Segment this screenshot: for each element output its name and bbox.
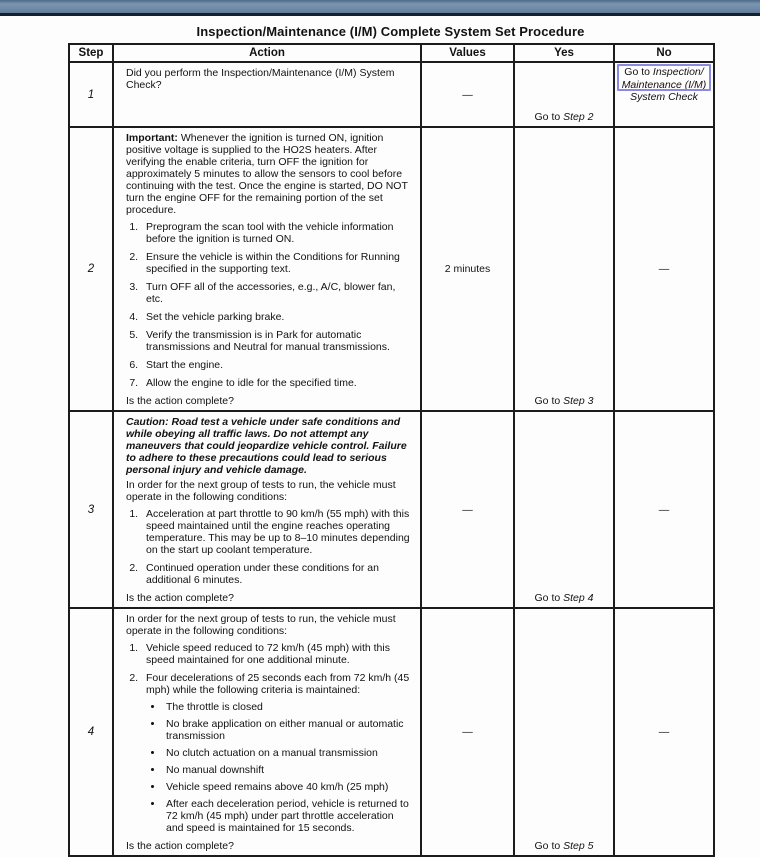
list-item: 2. Continued operation under these conditions for an additional 6 minutes. [141, 562, 412, 586]
list-item: 5. Verify the transmission is in Park for automatic transmissions and Neutral for manual transmissions. [141, 329, 412, 353]
numbered-list [141, 508, 412, 592]
bullet-item: • No clutch actuation on a manual transmission [164, 747, 412, 759]
list-item: 4. Set the vehicle parking brake. [141, 311, 412, 323]
go-to-text: Go to [534, 395, 564, 407]
step-number: 1 [69, 62, 113, 127]
list-item: 1. Acceleration at part throttle to 90 km/h (55 mph) with this speed maintained until the engine reaches operating temperature. This may be up to 8–10 minutes depending on the start up coolant temperature. [141, 508, 412, 556]
table-row [69, 608, 714, 856]
list-item: 7. Allow the engine to idle for the specified time. [141, 377, 412, 389]
list-item: 1. Vehicle speed reduced to 72 km/h (45 mph) with this speed maintained for one additional minute. [141, 642, 412, 666]
important-label: Important: [126, 132, 178, 144]
action-cell [113, 411, 421, 608]
table-row [69, 62, 714, 127]
yes-cell [514, 127, 614, 411]
values-cell: — [421, 411, 514, 608]
step-2-link: Step 2 [563, 111, 594, 123]
caution-note: Caution: Road test a vehicle under safe conditions and while obeying all traffic laws. Do not attempt any maneuvers that could jeopardize vehicle control. Failure to adhere to these precautions could lead to serious personal injury and vehicle damage. [126, 416, 407, 476]
action-question: Is the action complete? [126, 592, 234, 604]
list-item: 3. Turn OFF all of the accessories, e.g., A/C, blower fan, etc. [141, 281, 412, 305]
window-title-bar [0, 0, 760, 16]
bullet-list [164, 701, 412, 834]
go-to-text: Go to [534, 840, 564, 852]
table-header-row [69, 44, 714, 62]
no-cell: — [614, 411, 714, 608]
step-number: 3 [69, 411, 113, 608]
bullet-item: • Vehicle speed remains above 40 km/h (25 mph) [164, 781, 412, 793]
list-item-text: Four decelerations of 25 seconds each from 72 km/h (45 mph) while the following criteria is maintained: [146, 672, 410, 696]
step-number: 2 [69, 127, 113, 411]
go-to-text: Go to [534, 592, 564, 604]
column-header-action: Action [113, 44, 421, 62]
column-header-yes: Yes [514, 44, 614, 62]
step-4-link: Step 4 [563, 592, 594, 604]
yes-cell [514, 411, 614, 608]
no-cell: — [614, 608, 714, 856]
bullet-item: • No manual downshift [164, 764, 412, 776]
bullet-item: • No brake application on either manual or automatic transmission [164, 718, 412, 742]
table-row [69, 411, 714, 608]
intro-text: In order for the next group of tests to run, the vehicle must operate in the following conditions: [126, 479, 396, 503]
no-cell: — [614, 127, 714, 411]
numbered-list [141, 221, 412, 395]
column-header-step: Step [69, 44, 113, 62]
important-text: Whenever the ignition is turned ON, ignition positive voltage is supplied to the HO2S heaters. After verifying the enable criteria, turn OFF the ignition for approximately 5 minutes to allow the sensors to cool before continuing with the test. Once the engine is started, DO NOT turn the engine OFF for the remaining portion of the set procedure. [126, 132, 408, 216]
values-cell: 2 minutes [421, 127, 514, 411]
yes-cell [514, 608, 614, 856]
list-item: 6. Start the engine. [141, 359, 412, 371]
important-note [126, 132, 412, 216]
list-item: 2. Ensure the vehicle is within the Conditions for Running specified in the supporting text. [141, 251, 412, 275]
column-header-values: Values [421, 44, 514, 62]
values-cell: — [421, 608, 514, 856]
bullet-item: • After each deceleration period, vehicle is returned to 72 km/h (45 mph) under part throttle acceleration and speed is maintained for 15 seconds. [164, 798, 412, 834]
action-question: Did you perform the Inspection/Maintenance (I/M) System Check? [126, 67, 395, 91]
bullet-item: • The throttle is closed [164, 701, 412, 713]
intro-text: In order for the next group of tests to run, the vehicle must operate in the following conditions: [126, 613, 396, 637]
list-item [141, 672, 412, 834]
yes-cell [514, 62, 614, 127]
action-cell [113, 127, 421, 411]
step-5-link: Step 5 [563, 840, 594, 852]
page-title: Inspection/Maintenance (I/M) Complete System Set Procedure [196, 24, 585, 39]
step-number: 4 [69, 608, 113, 856]
column-header-no: No [614, 44, 714, 62]
action-question: Is the action complete? [126, 395, 234, 407]
action-cell [113, 62, 421, 127]
values-cell: — [421, 62, 514, 127]
step-3-link: Step 3 [563, 395, 594, 407]
procedure-table [68, 43, 715, 857]
im-system-check-link[interactable]: Inspection/ Maintenance (I/M) System Check [621, 66, 707, 103]
action-question: Is the action complete? [126, 840, 234, 852]
no-cell [614, 62, 714, 127]
action-cell [113, 608, 421, 856]
table-row [69, 127, 714, 411]
numbered-list [141, 642, 412, 840]
go-to-text: Go to [534, 111, 564, 123]
list-item: 1. Preprogram the scan tool with the vehicle information before the ignition is turned ON. [141, 221, 412, 245]
go-to-text: Go to [624, 66, 653, 78]
